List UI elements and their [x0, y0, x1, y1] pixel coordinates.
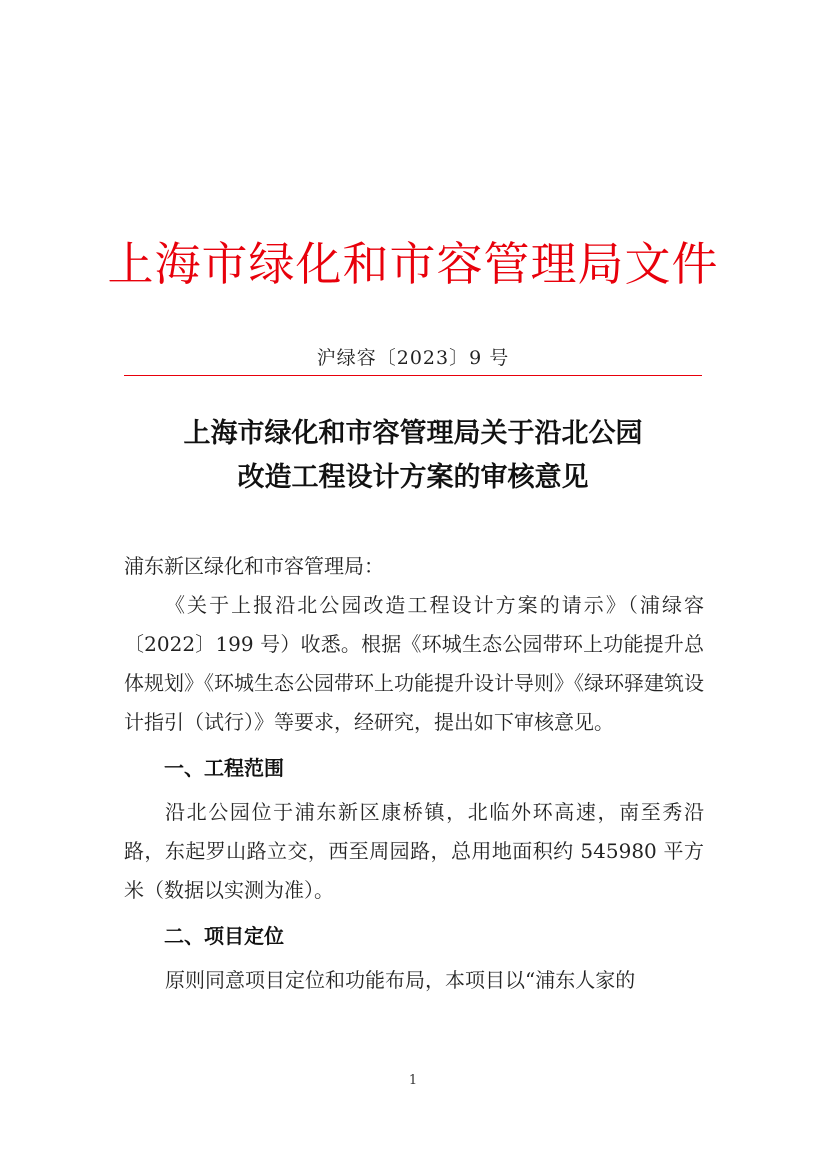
- document-title-line-2: 改造工程设计方案的审核意见: [237, 462, 589, 493]
- document-number: 沪绿容〔2023〕9 号: [316, 347, 510, 369]
- document-title-line-1: 上海市绿化和市容管理局关于沿北公园: [183, 418, 643, 449]
- issuer-title: 上海市绿化和市容管理局文件: [107, 237, 719, 291]
- intro-paragraph: 《关于上报沿北公园改造工程设计方案的请示》（浦绿容〔2022〕199 号）收悉。根据《环城生态公园带环上功能提升总体规划》《环城生态公园带环上功能提升设计导则》《绿环驿建筑设计指引（试行）》等要求，经研究，提出如下审核意见。: [124, 593, 704, 734]
- section-heading-scope: 一、工程范围: [164, 756, 284, 780]
- addressee: 浦东新区绿化和市容管理局：: [124, 554, 384, 578]
- red-divider-line: [124, 375, 702, 376]
- page-number: 1: [408, 1073, 418, 1088]
- section-heading-positioning: 二、项目定位: [164, 924, 284, 948]
- section-paragraph-scope: 沿北公园位于浦东新区康桥镇，北临外环高速，南至秀沿路，东起罗山路立交，西至周园路，总用地面积约 545980 平方米（数据以实测为准）。: [124, 800, 704, 902]
- document-title: [0, 412, 826, 500]
- section-paragraph-positioning: 原则同意项目定位和功能布局，本项目以“浦东人家的: [165, 968, 636, 992]
- document-body: [124, 547, 704, 1000]
